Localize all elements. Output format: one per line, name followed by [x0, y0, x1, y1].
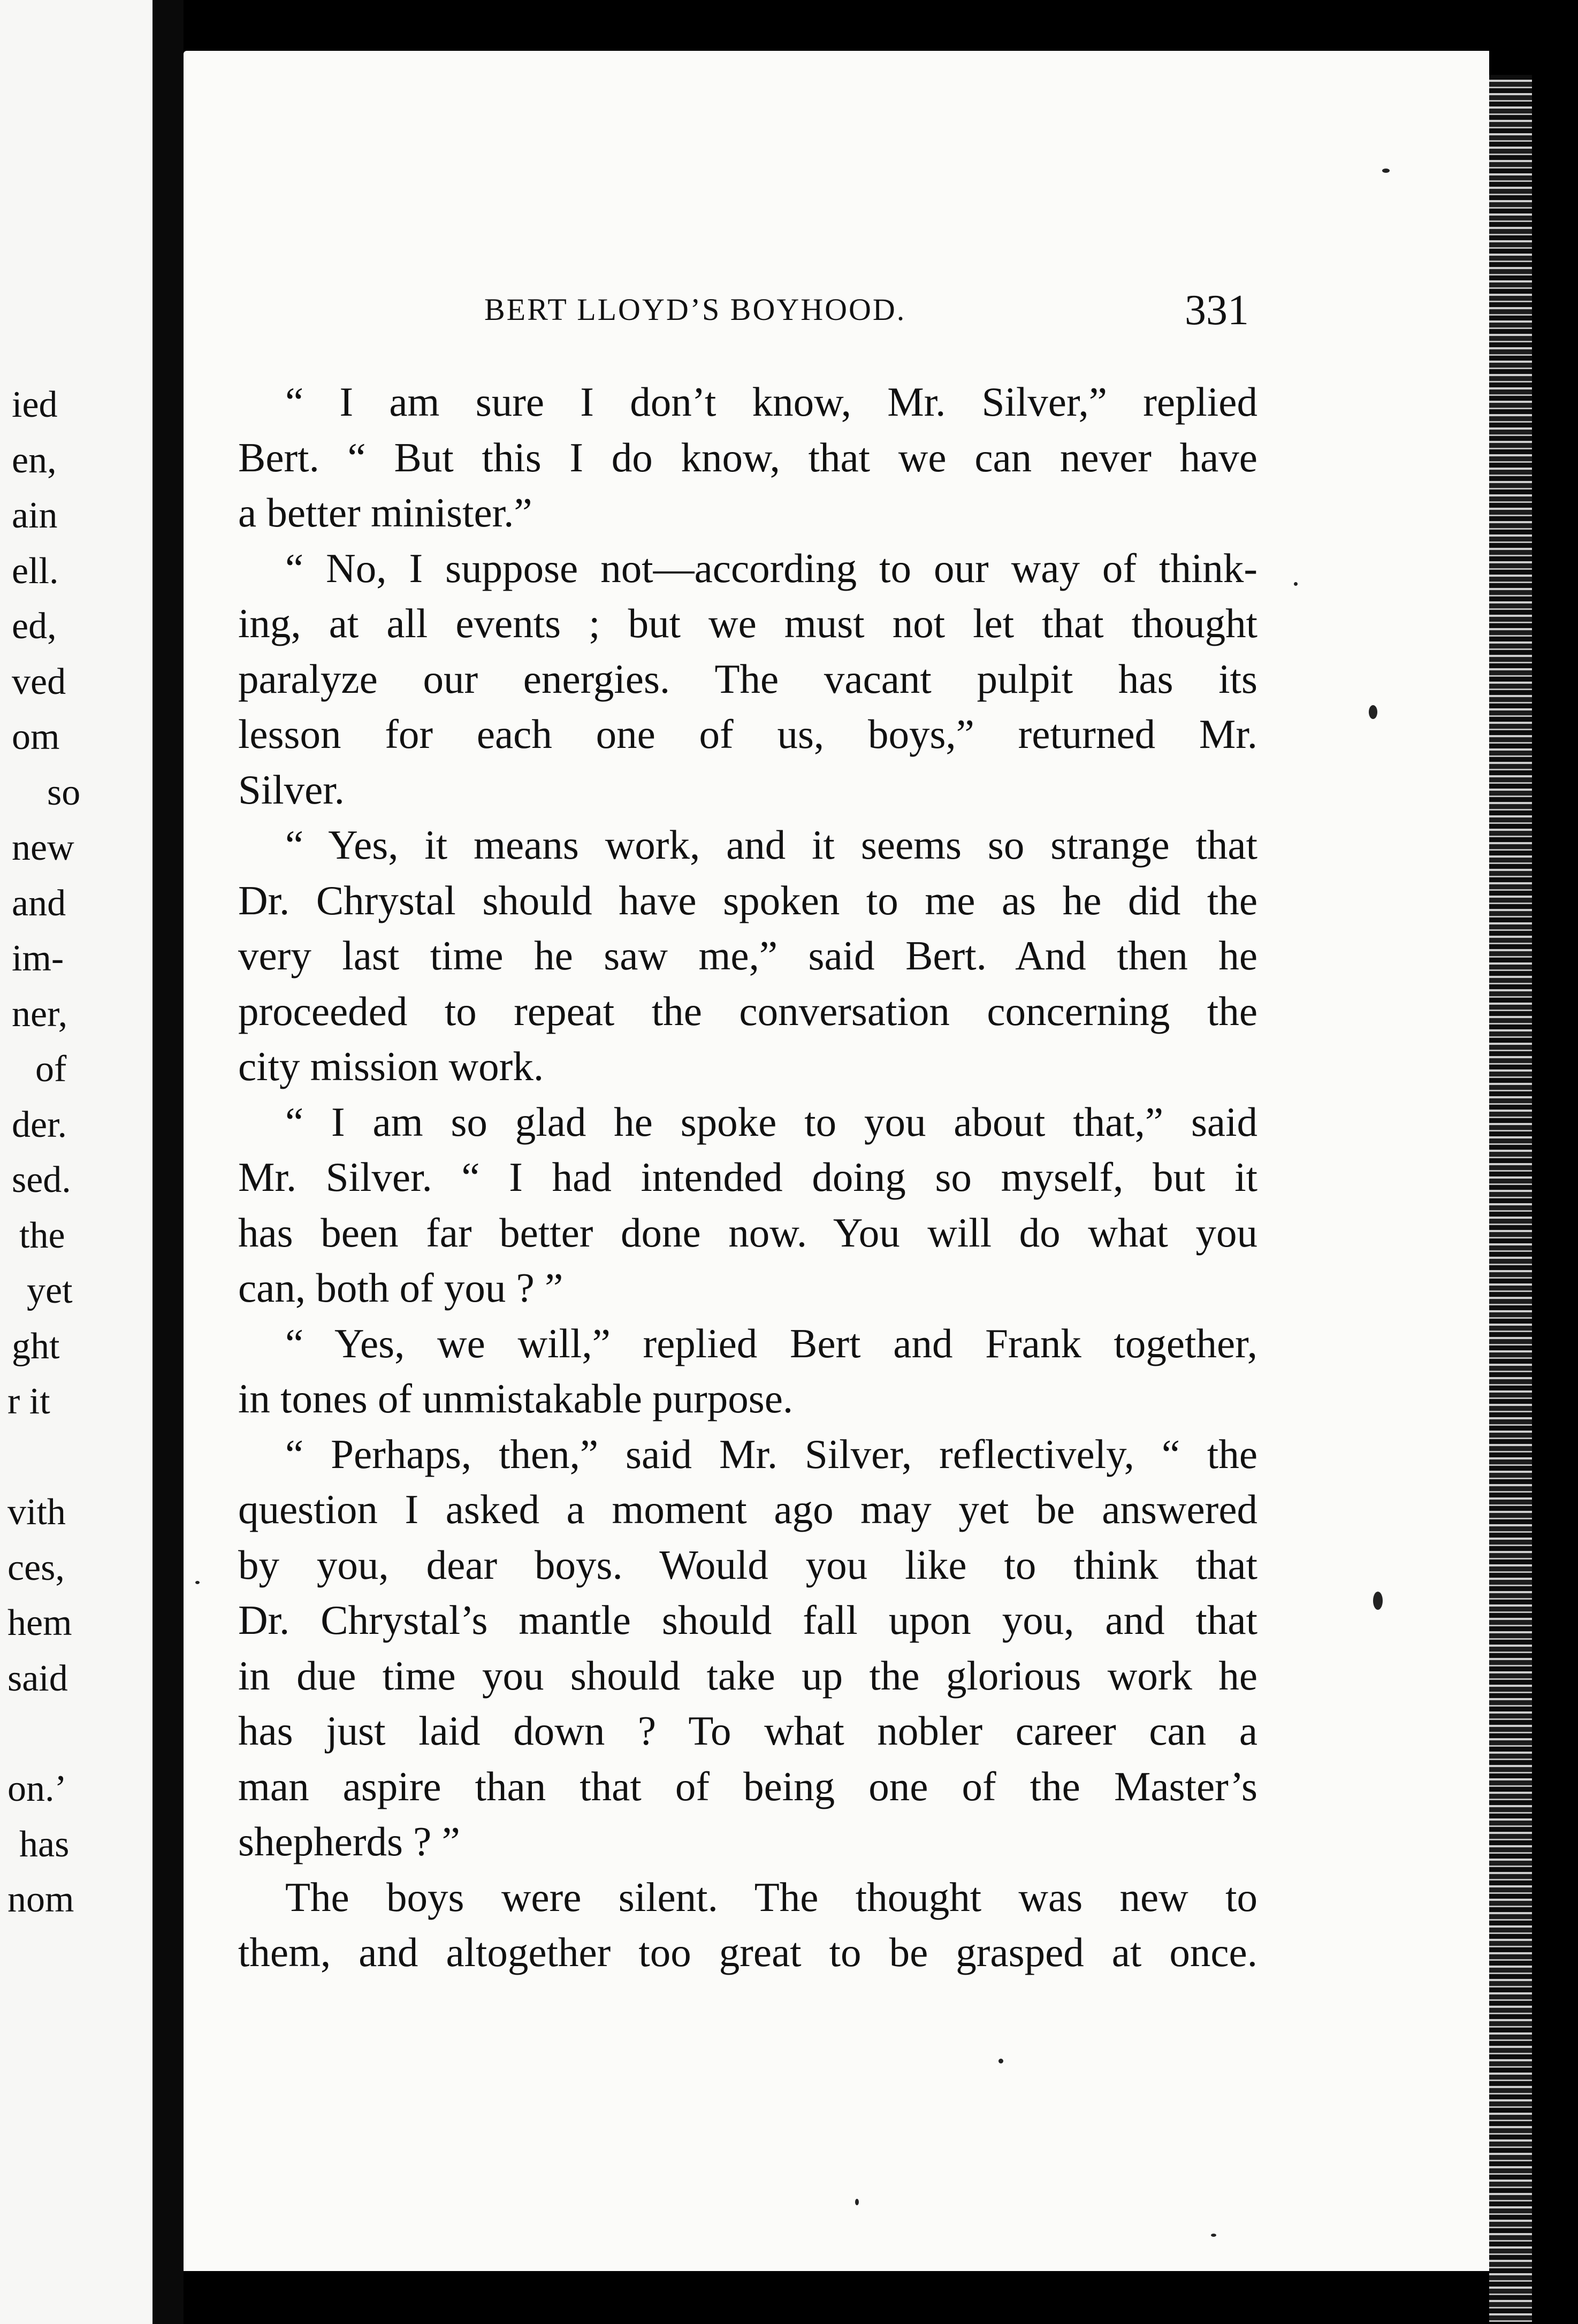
text-line: “ Yes, we will,” replied Bert and Frank together,	[285, 1320, 1257, 1366]
text-line: “ I am so glad he spoke to you about that,” said	[285, 1098, 1257, 1145]
scan-speck	[855, 2199, 859, 2205]
text-line: city mission work.	[238, 1043, 544, 1089]
text-line: by you, dear boys. Would you like to think that	[238, 1541, 1257, 1588]
text-line: “ No, I suppose not—according to our way of think-	[285, 545, 1257, 591]
left-fragment: the	[19, 1215, 65, 1256]
running-title: BERT LLOYD’S BOYHOOD.	[484, 292, 906, 327]
text-line: has been far better done now. You will do what you	[238, 1209, 1257, 1256]
text-line: in tones of unmistakable purpose.	[238, 1375, 794, 1421]
left-fragment: of	[35, 1049, 67, 1090]
text-line: Mr. Silver. “ I had intended doing so myself, but it	[238, 1154, 1257, 1200]
text-line: Bert. “ But this I do know, that we can never have	[238, 434, 1257, 480]
left-fragment: yet	[27, 1270, 73, 1311]
page-number: 331	[1185, 287, 1249, 334]
left-fragment: ell.	[12, 551, 59, 592]
page-stack-edge	[1489, 75, 1532, 2322]
scan-speck	[195, 1581, 200, 1584]
left-fragment: en,	[12, 440, 57, 481]
text-line: “ Yes, it means work, and it seems so strange that	[285, 822, 1257, 868]
left-fragment: r it	[7, 1381, 50, 1422]
left-fragment: so	[47, 772, 81, 813]
text-line: has just laid down ? To what nobler career can a	[238, 1708, 1257, 1754]
text-line: question I asked a moment ago may yet be answered	[238, 1486, 1257, 1532]
left-fragment: nom	[7, 1879, 74, 1920]
left-fragment: hem	[7, 1602, 72, 1643]
scan-speck	[1211, 2234, 1216, 2237]
left-fragment: im-	[12, 938, 64, 979]
left-fragment: has	[19, 1824, 70, 1865]
text-line: paralyze our energies. The vacant pulpit has its	[238, 655, 1257, 702]
text-line: them, and altogether too great to be grasped at once.	[238, 1929, 1257, 1975]
body-text	[238, 374, 1257, 1981]
text-line: Dr. Chrystal should have spoken to me as he did the	[238, 877, 1257, 923]
previous-page-edge	[0, 0, 153, 2324]
text-line: a better minister.”	[238, 490, 532, 536]
left-fragment: der.	[12, 1104, 67, 1145]
left-fragment: ed,	[12, 606, 57, 647]
text-line: in due time you should take up the glorious work he	[238, 1652, 1257, 1699]
text-line: Dr. Chrystal’s mantle should fall upon you, and that	[238, 1597, 1257, 1643]
left-fragment: ain	[12, 495, 58, 536]
text-line: The boys were silent. The thought was new to	[285, 1874, 1257, 1920]
text-line: lesson for each one of us, boys,” returned Mr.	[238, 711, 1257, 757]
scan-speck	[998, 2059, 1003, 2063]
left-fragment: and	[12, 883, 66, 924]
text-line: can, both of you ? ”	[238, 1265, 563, 1311]
left-fragment: said	[7, 1658, 68, 1699]
left-fragment: om	[12, 716, 60, 758]
text-line: Silver.	[238, 766, 345, 813]
left-fragment: ved	[12, 661, 66, 702]
scan-speck	[1294, 582, 1298, 586]
text-line: proceeded to repeat the conversation concerning the	[238, 988, 1257, 1034]
left-fragment: new	[12, 827, 74, 868]
left-fragment: sed.	[12, 1159, 71, 1201]
text-line: very last time he saw me,” said Bert. And then he	[238, 932, 1257, 978]
left-fragment: vith	[7, 1492, 66, 1533]
scan-speck	[1373, 1592, 1383, 1610]
left-fragment: ied	[12, 384, 58, 425]
scan-speck	[1369, 705, 1377, 719]
left-fragment: ner,	[12, 993, 68, 1035]
scan-speck	[1382, 169, 1390, 173]
book-gutter	[153, 0, 184, 2324]
left-fragment: ces,	[7, 1547, 65, 1588]
left-fragment: on.’	[7, 1768, 67, 1809]
text-line: ing, at all events ; but we must not let that thought	[238, 600, 1257, 646]
text-line: shepherds ? ”	[238, 1818, 460, 1864]
text-line: “ I am sure I don’t know, Mr. Silver,” replied	[285, 379, 1257, 425]
left-fragment: ght	[12, 1326, 60, 1367]
text-line: man aspire than that of being one of the Master’s	[238, 1763, 1257, 1809]
text-line: “ Perhaps, then,” said Mr. Silver, reflectively, “ the	[285, 1431, 1257, 1477]
